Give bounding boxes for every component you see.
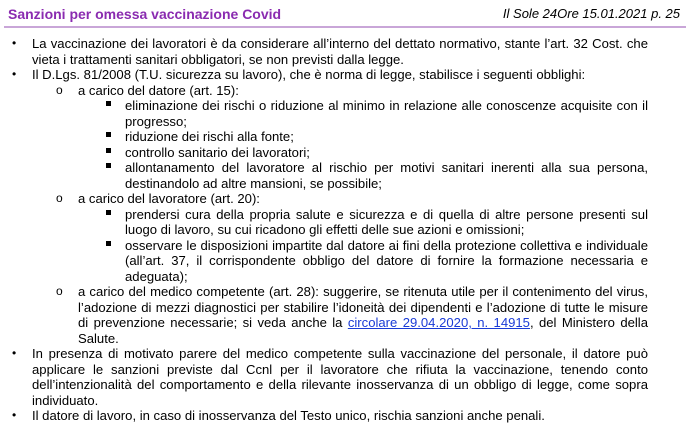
- square-bullet-icon: [106, 241, 111, 246]
- list-item-text: Il D.Lgs. 81/2008 (T.U. sicurezza su lavoro), che è norma di legge, stabilisce i seguenti obblighi:: [32, 67, 586, 82]
- square-bullet-icon: [106, 210, 111, 215]
- square-bullet-icon: [106, 132, 111, 137]
- square-bullet-icon: [106, 148, 111, 153]
- point-item: [0, 129, 692, 145]
- sub-list-text: a carico del medico competente (art. 28): suggerire, se ritenuta utile per il contenimento del virus, l’adozione di mezzi diagnostici per stabilire l’idoneità dei dipendenti e l’adozione di tutte le misure di prevenzione necessarie; si veda anche la circolare 29.04.2020, n. 14915, del Ministero della Salute.: [78, 284, 648, 346]
- list-item-text: Il datore di lavoro, in caso di inosservanza del Testo unico, rischia sanzioni anche penali.: [32, 408, 545, 423]
- sub-list-label: a carico del datore (art. 15):: [78, 82, 239, 98]
- list-item-text: In presenza di motivato parere del medico competente sulla vaccinazione del personale, il datore può applicare le sanzioni previste dal Ccnl per il lavoratore che rifiuta la vaccinazione, tenendo conto dell’intenzionalità del comportamento e della rilevante inosservanza di un obbligo di legge, come sopra individuato.: [32, 346, 648, 408]
- point-item: [0, 238, 692, 285]
- circle-bullet-icon: o: [56, 82, 63, 97]
- circle-bullet-icon: o: [56, 191, 63, 205]
- bullet-icon: •: [12, 36, 17, 50]
- point-item: [0, 207, 692, 238]
- source-citation: Il Sole 24Ore 15.01.2021 p. 25: [502, 6, 680, 21]
- list-item: [0, 408, 692, 424]
- point-text: allontanamento del lavoratore al rischio per motivi sanitari inerenti alla sua persona, destinandolo ad altre mansioni, se possibile;: [125, 160, 648, 191]
- bullet-icon: •: [12, 67, 17, 81]
- circle-bullet-icon: o: [56, 284, 63, 298]
- sub-list-item: [0, 191, 692, 207]
- document-header: [4, 2, 686, 28]
- point-text: riduzione dei rischi alla fonte;: [125, 129, 294, 144]
- point-text: osservare le disposizioni impartite dal datore ai fini della protezione collettiva e individuale (all’art. 37, il corrispondente obbligo del datore di fornire la formazione necessaria e adeguata);: [125, 237, 648, 284]
- bullet-icon: •: [12, 346, 17, 360]
- point-text: eliminazione dei rischi o riduzione al minimo in relazione alle conoscenze acquisite con il progresso;: [125, 98, 648, 129]
- bullet-icon: •: [12, 408, 17, 422]
- point-text: controllo sanitario dei lavoratori;: [125, 144, 310, 160]
- sub-list-label: a carico del lavoratore (art. 20):: [78, 191, 260, 206]
- list-item: [0, 36, 692, 67]
- point-item: [0, 160, 692, 191]
- circolare-link[interactable]: circolare 29.04.2020, n. 14915: [347, 315, 530, 330]
- sub-list-item: [0, 284, 692, 346]
- square-bullet-icon: [106, 101, 111, 106]
- square-bullet-icon: [106, 163, 111, 168]
- list-item: [0, 346, 692, 408]
- point-text: prendersi cura della propria salute e sicurezza e di quella di altre persone presenti sul luogo di lavoro, su cui ricadono gli effetti delle sue azioni e omissioni;: [125, 206, 648, 237]
- point-item: [0, 98, 692, 129]
- point-item: [0, 145, 692, 161]
- sub-list-item: [0, 83, 692, 99]
- list-item: [0, 67, 692, 83]
- document-body: [0, 36, 692, 424]
- list-item-text: La vaccinazione dei lavoratori è da considerare all’interno del dettato normativo, stante l’art. 32 Cost. che vieta i trattamenti sanitari obbligatori, se non previsti dalla legge.: [32, 36, 648, 67]
- document-title: Sanzioni per omessa vaccinazione Covid: [8, 6, 282, 22]
